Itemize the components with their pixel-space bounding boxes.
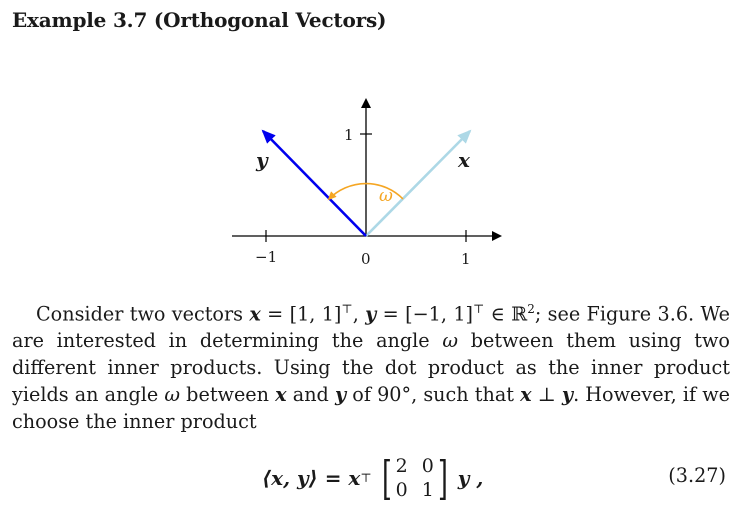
- equation-3-27: [262, 450, 483, 506]
- equals: =: [260, 302, 290, 326]
- matrix: [378, 451, 452, 505]
- var-omega: ω: [164, 383, 181, 407]
- equation-transpose: ⊤: [360, 471, 372, 485]
- tick-label-y1: 1: [344, 126, 354, 144]
- equation-rhs: y ,: [457, 466, 484, 490]
- var-y: y: [561, 383, 574, 407]
- example-heading: Example 3.7 (Orthogonal Vectors): [12, 8, 387, 32]
- tick-label-xneg1: −1: [255, 248, 278, 266]
- para-text: Consider two vectors: [36, 302, 250, 326]
- left-bracket: [: [381, 451, 392, 505]
- perp-symbol: ⊥: [531, 383, 562, 407]
- var-x: x: [520, 383, 532, 407]
- var-x: x: [249, 302, 261, 326]
- vector-x: [366, 131, 470, 236]
- para-text: between: [180, 383, 276, 407]
- matrix-cell: 0: [395, 479, 408, 501]
- tick-label-x1: 1: [461, 250, 471, 268]
- var-y: y: [365, 302, 377, 326]
- var-x: x: [275, 383, 287, 407]
- vector-x-label: x: [458, 148, 470, 172]
- para-text: and: [286, 383, 335, 407]
- comma: ,: [352, 302, 366, 326]
- right-bracket: ]: [437, 451, 448, 505]
- para-text: between them using two different inner products. Using the dot product as the inner product yields an angle: [12, 329, 730, 407]
- vector-y-label: y: [256, 148, 268, 172]
- body-paragraph: [12, 296, 730, 435]
- vector-y: [263, 131, 366, 236]
- equation-number: (3.27): [668, 464, 726, 487]
- transpose: ⊤: [341, 302, 353, 316]
- equation-lhs: ⟨x, y⟩ = x: [262, 466, 361, 490]
- matrix-cell: 1: [421, 479, 434, 501]
- para-text: . However, if we choose the inner product: [12, 383, 731, 434]
- para-text: of 90°, such that: [346, 383, 521, 407]
- var-omega: ω: [442, 329, 459, 353]
- in-reals: ∈ ℝ: [484, 302, 528, 326]
- matrix-cell: 2: [395, 455, 408, 477]
- x-value: [1, 1]: [289, 302, 342, 326]
- tick-label-x0: 0: [361, 250, 371, 268]
- matrix-cell: 0: [421, 455, 434, 477]
- var-y: y: [334, 383, 347, 407]
- equals: =: [376, 302, 406, 326]
- transpose: ⊤: [473, 302, 485, 316]
- y-value: [−1, 1]: [405, 302, 474, 326]
- exponent-two: 2: [527, 302, 535, 316]
- angle-label: ω: [379, 186, 393, 206]
- para-text: ; see Figure 3.6. We are interested in determining the angle: [12, 302, 730, 353]
